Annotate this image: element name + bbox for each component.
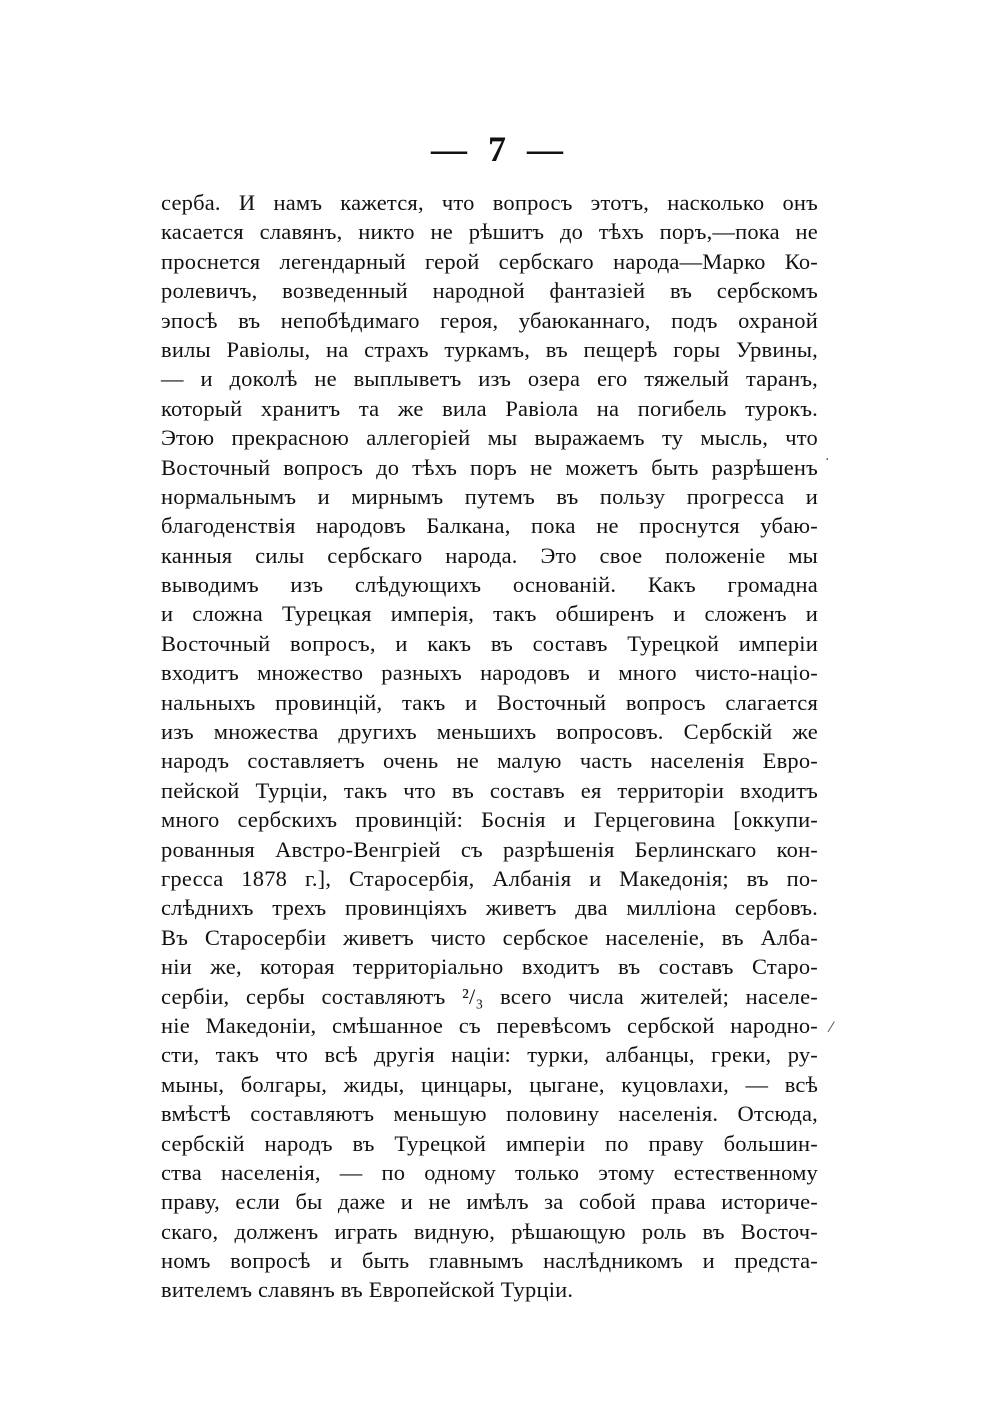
text-line: благоденствія народовъ Балкана, пока не проснутся убаю- <box>161 513 818 539</box>
text-line: сербіи, сербы составляютъ ²/₃ всего числа жителей; населе- <box>161 983 818 1009</box>
body-text <box>161 188 818 1305</box>
text-line: ніе Македоніи, смѣшанное съ перевѣсомъ сербской народно- <box>161 1012 818 1038</box>
text-line: канныя силы сербскаго народа. Это свое положеніе мы <box>161 542 818 568</box>
text-line: входитъ множество разныхъ народовъ и много чисто-націо- <box>161 660 818 686</box>
text-line: сти, такъ что всѣ другія націи: турки, албанцы, греки, ру- <box>161 1042 818 1068</box>
text-line: нальныхъ провинцій, такъ и Восточный вопросъ слагается <box>161 689 818 715</box>
text-line: эпосѣ въ непобѣдимаго героя, убаюканнаго, подъ охраной <box>161 307 818 333</box>
text-line: вилы Равіолы, на страхъ туркамъ, въ пещерѣ горы Урвины, <box>161 336 818 362</box>
text-line: скаго, долженъ играть видную, рѣшающую роль въ Восточ- <box>161 1218 818 1244</box>
text-line: Этою прекрасною аллегоріей мы выражаемъ ту мысль, что <box>161 425 818 451</box>
text-line: гресса 1878 г.], Старосербія, Албанія и Македонія; въ по- <box>161 865 818 891</box>
text-line: нормальнымъ и мирнымъ путемъ въ пользу прогресса и <box>161 483 818 509</box>
page-number: — 7 — <box>431 129 569 169</box>
text-line: проснется легендарный герой сербскаго народа—Марко Ко- <box>161 248 818 274</box>
text-line: и сложна Турецкая имперія, такъ обширенъ и сложенъ и <box>161 601 818 627</box>
text-line: изъ множества другихъ меньшихъ вопросовъ. Сербскій же <box>161 719 818 745</box>
text-line: серба. И намъ кажется, что вопросъ этотъ, насколько онъ <box>161 190 818 215</box>
text-line: выводимъ изъ слѣдующихъ основаній. Какъ громадна <box>161 572 818 598</box>
text-line: слѣднихъ трехъ провинціяхъ живетъ два милліона сербовъ. <box>161 895 818 921</box>
text-line: праву, если бы даже и не имѣлъ за собой права историче- <box>161 1189 818 1215</box>
text-line: вителемъ славянъ въ Европейской Турціи. <box>161 1277 574 1303</box>
text-line: пейской Турціи, такъ что въ составъ ея территоріи входитъ <box>161 777 818 803</box>
text-line: который хранитъ та же вила Равіола на погибель турокъ. <box>161 395 818 421</box>
text-line: рованныя Австро-Венгріей съ разрѣшенія Берлинскаго кон- <box>161 836 818 862</box>
text-line: народъ составляетъ очень не малую часть населенія Евро- <box>161 748 818 774</box>
margin-pencil-mark: ⁄ <box>830 1020 833 1036</box>
text-line: вмѣстѣ составляютъ меньшую половину населенія. Отсюда, <box>161 1101 818 1127</box>
text-line: касается славянъ, никто не рѣшитъ до тѣхъ поръ,—пока не <box>161 219 818 245</box>
text-line: мыны, болгары, жиды, цинцары, цыгане, куцовлахи, — всѣ <box>161 1071 818 1097</box>
text-line: Въ Старосербіи живетъ чисто сербское населеніе, въ Алба- <box>161 924 818 950</box>
text-line: много сербскихъ провинцій: Боснія и Герцеговина [оккупи- <box>161 807 818 833</box>
text-line: Восточный вопросъ, и какъ въ составъ Турецкой имперіи <box>161 630 818 656</box>
text-line: сербскій народъ въ Турецкой имперіи по праву большин- <box>161 1130 818 1156</box>
text-line: ства населенія, — по одному только этому естественному <box>161 1159 818 1185</box>
text-line: ролевичъ, возведенный народной фантазіей въ сербскомъ <box>161 278 818 304</box>
text-line: Восточный вопросъ до тѣхъ поръ не можетъ быть разрѣшенъ <box>161 454 818 480</box>
text-line: — и доколѣ не выплыветъ изъ озера его тяжелый таранъ, <box>161 366 818 392</box>
margin-speck-mark: · <box>825 452 830 468</box>
text-line: ніи же, которая территоріально входитъ въ составъ Старо- <box>161 954 818 980</box>
text-line: номъ вопросѣ и быть главнымъ наслѣдникомъ и предста- <box>161 1248 818 1274</box>
